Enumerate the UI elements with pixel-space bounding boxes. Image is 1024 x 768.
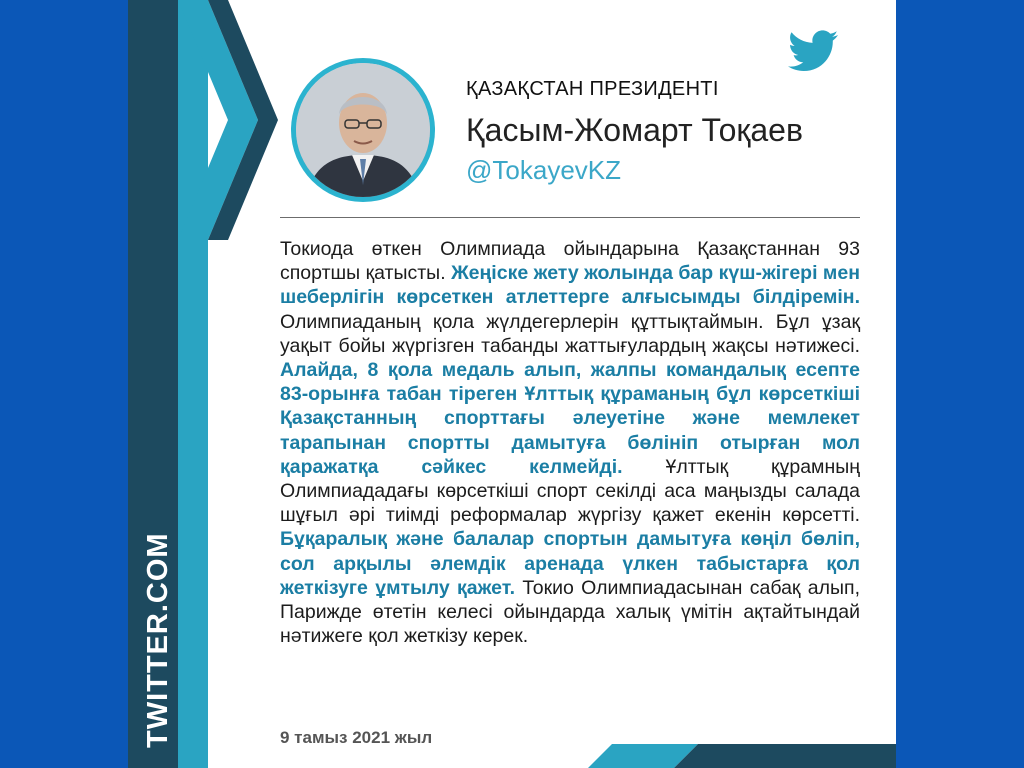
- tweet-date: 9 тамыз 2021 жыл: [280, 728, 433, 747]
- portrait-illustration: [296, 63, 430, 197]
- profile-name: Қасым-Жомарт Тоқаев: [466, 112, 803, 148]
- side-label: TWITTER.COM: [142, 532, 174, 748]
- body-segment: Токиода өткен Олимпиада ойындарына Қазақстаннан 93 спортшы қатысты.: [280, 238, 860, 285]
- profile-role: ҚАЗАҚСТАН ПРЕЗИДЕНТІ: [466, 78, 719, 100]
- tweet-body: [280, 237, 860, 648]
- twitter-bird-icon[interactable]: [788, 30, 838, 72]
- body-segment: Олимпиаданың қола жүлдегерлерін құттықтаймын. Бұл ұзақ уақыт бойы жүргізген табанды жаттығулардың жақсы нәтижесі.: [280, 310, 860, 357]
- avatar[interactable]: [291, 58, 435, 202]
- profile-photo: [296, 63, 430, 197]
- body-highlight: Алайда, 8 қола медаль алып, жалпы командалық есепте 83-орынға табан тіреген Ұлттық құраманың бұл көрсеткіші Қазақстанның спорттағы әлеуетіне және мемлекет тарапынан спортты дамытуға бөлініп отырған мол қаражатқа сәйкес келмейді.: [280, 359, 860, 478]
- bottom-stripes-decoration: [548, 744, 896, 768]
- profile-handle[interactable]: @TokayevKZ: [466, 155, 621, 185]
- divider: [280, 217, 860, 218]
- body-highlight: Жеңіске жету жолында бар күш-жігері мен шеберлігін көрсеткен атлеттерге алғысымды білдіремін.: [280, 262, 860, 309]
- body-highlight: Бұқаралық және балалар спортын дамытуға көңіл бөліп, сол арқылы әлемдік аренада үлкен табыстарға қол жеткізуге ұмтылу қажет.: [280, 528, 860, 599]
- body-segment: Токио Олимпиадасынан сабақ алып, Парижде өтетін келесі ойындарда халық үмітін ақтайтындай нәтижеге қол жеткізу керек.: [280, 576, 861, 648]
- tweet-card: [128, 0, 896, 768]
- body-segment: Ұлттық құрамның Олимпиададағы көрсеткіші спорт секілді аса маңызды салада шұғыл әрі тиімді реформалар жүргізу қажет екенін көрсетті.: [280, 455, 860, 527]
